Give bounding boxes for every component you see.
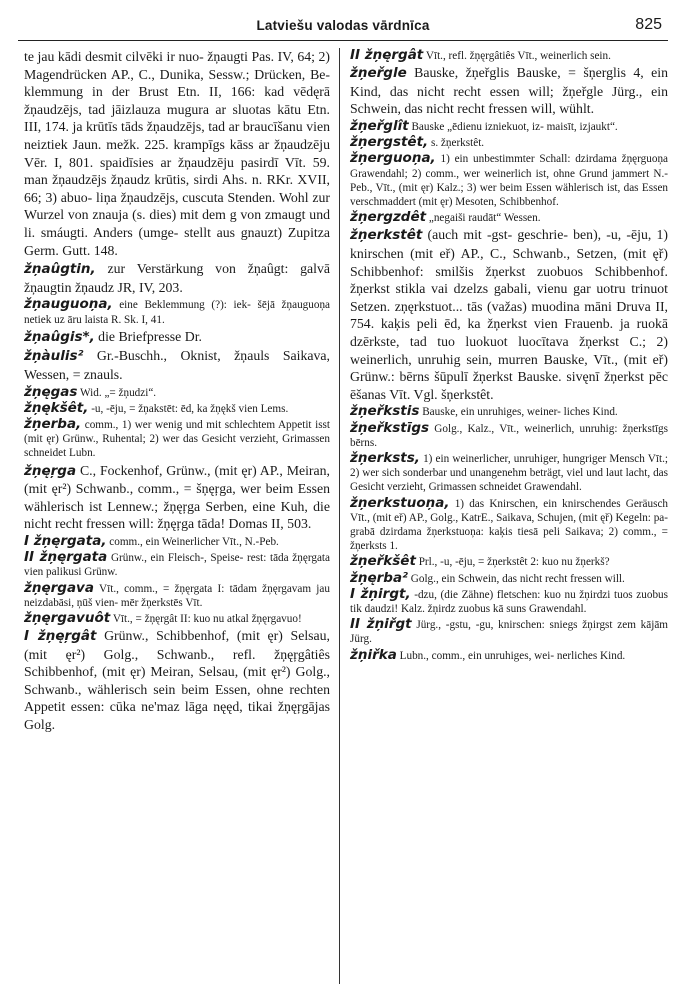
column-divider (339, 48, 340, 984)
entry-body: Vīt., refl. žņęrgâtiês Vīt., weinerlich sein. (425, 50, 611, 62)
entry-headword: žņeřglît (350, 117, 409, 134)
entry-headword: žņęrgava (24, 579, 94, 596)
entry-headword: žņergstêt, (350, 134, 429, 151)
entry-headword: II žņęrgata (24, 549, 108, 566)
dictionary-entry (350, 587, 668, 616)
entry-headword: I žņirgt, (350, 585, 411, 602)
entry-body: Lubn., comm., ein unruhiges, wei- nerliches Kind. (399, 649, 626, 662)
entry-headword: žņiřka (350, 646, 397, 663)
left-column (24, 48, 330, 735)
entry-body: „negaiši raudāt“ Wessen. (428, 212, 541, 225)
dictionary-entry (350, 571, 668, 586)
entry-headword: II žņęrgât (350, 47, 424, 63)
entry-body: 1) ein weinerlicher, unruhiger, hungriger Mensch Vīt.; 2) wer sich sonderbar und unangenehm beträgt, viel und laut lacht, das Gesicht verzieht, Grimassen schneidet Grawendahl. (350, 452, 668, 494)
page-header (18, 14, 668, 40)
page-number: 825 (635, 16, 662, 33)
entry-body: Golg., ein Schwein, das nicht recht fressen will. (410, 572, 625, 585)
dictionary-entry (24, 328, 330, 347)
entry-body: (auch mit -gst- geschrie- ben), -u, -ēju, 1) knirschen (mit eř) AP., C., Schwanb., Setzen, (mit ęř) Schibbenhof: smilšis žņerkst zuobuos Schibbenhof. žņerkst stikla vai dzelzs gabali, vienu gar uotru trinuot Setzen. zņęrkstuot... tās (važas) muodina māni Druva II, 754. kaķis peli ēd, ka žņerkst vien Frauenb. ja ruokā dzērkste, tad tuo luokuot luocītava žņerkst C.; 2) weinerlich, unruhig sein, murren Bauske, Vīt., (mit eř) Grünw.: bērns šūpulī žņerkst Bauske. sivęnī žņerkst pēc ēšanas Vīt. Vgl. šņerkstêt. (350, 227, 668, 402)
right-column (350, 48, 668, 664)
entry-headword: žņerksts, (350, 449, 420, 466)
dictionary-entry (24, 534, 330, 549)
entry-headword: žņerba, (24, 415, 82, 432)
entry-headword: žņaûgtin, (24, 261, 96, 278)
dictionary-entry (24, 48, 330, 259)
entry-headword: žņęŗga (24, 462, 77, 479)
entry-body: Wid. „= žņudzi“. (80, 386, 157, 399)
entry-headword: žņeřkstīgs (350, 419, 430, 436)
dictionary-entry (24, 260, 330, 296)
entry-body: Jürg., -gstu, -gu, knirschen: sniegs žņirgst zem kājām Jürg. (350, 619, 669, 646)
entry-body: Gr.-Buschh., Oknist, žņauls Saikava, Wessen, = znauls. (24, 348, 331, 382)
dictionary-entry (24, 550, 330, 579)
entry-headword: žņàulis² (24, 348, 84, 365)
entry-headword: II žņiřgt (350, 616, 412, 633)
dictionary-entry (350, 451, 668, 495)
entry-body: zur Verstärkung von žņaûgt: galvā žņaugtin žņaudz JR, IV, 203. (24, 261, 331, 295)
entry-body: Bauske „ēdienu izniekuot, iz- maisīt, izjaukt“. (411, 120, 618, 133)
dictionary-entry (350, 404, 668, 419)
entry-body: -u, -ēju, = žņakstēt: ēd, ka žņękš vien Lems. (91, 402, 289, 415)
entry-body: C., Fockenhof, Grünw., (mit ęr) AP., Meiran, (mit ęr²) Schwanb., comm., = šņęŗga, wer beim Essen wählerisch ist Lennew.; žņęŗga Serben, eine Kuh, die nicht recht fressen will: žņęŗga tāda! Domas II, 503. (24, 462, 330, 532)
entry-body: Prl., -u, -ēju, = žņerkstêt 2: kuo nu žņerkš? (418, 556, 610, 569)
dictionary-entry (24, 385, 330, 400)
dictionary-entry (350, 119, 668, 134)
entry-headword: žņęgas (24, 383, 78, 400)
dictionary-entry (350, 151, 668, 209)
entry-body: -dzu, (die Zähne) fletschen: kuo nu žņirdzi tuos zuobus tik daudzi! Kalz. žņirdz zuobus kā suns Grawendahl. (350, 588, 669, 615)
entry-body: 1) das Knirschen, ein knirschendes Geräusch Vīt., (mit eř) AP., Golg., KatrE., Saikava, Schujen, (mit ęř) Kegeln: pa- grabā dzirdama žņerkstuoņa: kaķis tiesā peli Saikava; 2) comm., = žņerksts 1. (350, 497, 669, 553)
dictionary-entry (350, 135, 668, 150)
dictionary-entry (24, 611, 330, 626)
entry-headword: žņęrgavuôt (24, 609, 111, 626)
dictionary-entry (24, 417, 330, 461)
dictionary-entry (350, 48, 668, 63)
entry-headword: I žņęrgata, (24, 532, 107, 549)
entry-body: Golg., Kalz., Vīt., weinerlich, unruhig: žņerkstīgs bērns. (350, 422, 669, 449)
dictionary-entry (350, 648, 668, 663)
entry-headword: žņergzdêt (350, 209, 427, 226)
dictionary-entry (350, 226, 668, 403)
dictionary-entry (24, 347, 330, 383)
dictionary-entry (24, 581, 330, 610)
entry-headword: žņerkstêt (350, 227, 423, 244)
entry-headword: žņeřkšêt (350, 553, 416, 570)
entry-headword: žņęrba² (350, 569, 408, 586)
entry-body: Bauske, žņeřglis Bauske, = šņerglis 4, ein Kind, das nicht recht essen will; žņeřgle Jürg., ein Schwein, das nicht recht fressen will, wühlt. (350, 65, 669, 117)
entry-headword: žņękšêt, (24, 399, 89, 416)
entry-body: comm., ein Weinerlicher Vīt., N.-Peb. (109, 535, 279, 548)
header-rule (18, 40, 668, 41)
entry-headword: žņaûgis*, (24, 328, 95, 345)
entry-body: Grünw., Schibbenhof, (mit ęr) Selsau, (mit ęr²) Golg., Schwanb., refl. žņęŗgâtiês Schibbenhof, (mit ęr) Meiran, Selsau, (mit ęr²) Golg., Schwanb., wählerisch sein beim Essen, ohne rechten Appetit essen: cūka ne'maz lāga nęęd, tikai žņęŗgājas Golg. (24, 628, 330, 733)
dictionary-entry (24, 627, 330, 734)
entry-headword: žņerkstuoņa, (350, 494, 450, 511)
entry-body: die Briefpresse Dr. (98, 328, 202, 344)
entry-body: 1) ein unbestimmter Schall: dzirdama žņęrguoņa Grawendahl; 2) comm., wer weinerlich ist, ohne Grund jammert N.- Peb., Vīt., (mit ęr) Kalz.; 3) wer beim Essen wählerisch ist, das Essen verschmaddert (mit ęr) Mesoten, Schibbenhof. (350, 153, 669, 208)
dictionary-entry (24, 401, 330, 416)
entry-headword: žņerguoņa, (350, 150, 436, 167)
dictionary-entry (24, 297, 330, 326)
entry-body: te jau kādi desmit cilvēki ir nuo- žņaugti Pas. IV, 64; 2) Magendrücken AP., C., Dunika, Sessw.; Drücken, Be- klemmung in der Brust Etn. II, 166: kad vēdęrā žņaudzējs, tad jāizlauza mugura ar sluotas kātu Etn. III, 174. ja krūtīs tāds žņaudzējs, tad ar braucīšanu vien neiztiek Jaun. mežk. 225. krampīgs kāss ar žņaudzēju Vēr. I, 801. spaidīsies ar žņaudzēju pasirdī Vīt. 59. man žņaudzējs žņaudz krūtis, sirdi Ahs. n. RKr. XVII, 66; 3) abuo- liņa žņaudzējs, cuscuta Stenden. Wohl zur Wurzel von znauja (s. dies) mit dem g von zmaugt und li. smáugti. Anders (umge- stellt aus gnauzt) Zupitza Germ. Gutt. 148. (24, 49, 330, 258)
entry-headword: I žņęŗgât (24, 628, 97, 645)
entry-body: Vīt., comm., = žņęrgata I: tādam žņęrgavam jau neizdabāsi, ņūš vien- mēr žņerkstēs Vīt. (24, 582, 330, 609)
dictionary-entry (350, 617, 668, 646)
dictionary-entry (350, 554, 668, 569)
entry-headword: žņauguoņa, (24, 296, 113, 313)
running-title: Latviešu valodas vārdnīca (256, 18, 430, 33)
entry-body: Bauske, ein unruhiges, weiner- liches Kind. (422, 406, 618, 419)
entry-body: Grünw., ein Fleisch-, Speise- rest: tāda žņęrgata vien palikusi Grünw. (24, 552, 330, 579)
dictionary-entry (24, 462, 330, 533)
dictionary-entry (350, 64, 668, 118)
dictionary-entry (350, 210, 668, 225)
entry-body: eine Beklemmung (?): iek- šējā žņauguoņa netiek uz āru laista R. Sk. I, 41. (24, 299, 331, 326)
dictionary-entry (350, 496, 668, 554)
entry-body: Vīt., = žņęrgât II: kuo nu atkal žņęrgavuo! (112, 612, 302, 625)
entry-headword: žņeřkstis (350, 403, 420, 420)
entry-headword: žņeřgle (350, 65, 407, 82)
entry-body: comm., 1) wer wenig und mit schlechtem Appetit isst (mit ęr) Grünw., Ruhental; 2) wer das Gesicht verzieht, Grimassen schneidet Lubn. (24, 418, 331, 460)
entry-body: s. žņerkstêt. (430, 137, 485, 150)
dictionary-entry (350, 421, 668, 450)
